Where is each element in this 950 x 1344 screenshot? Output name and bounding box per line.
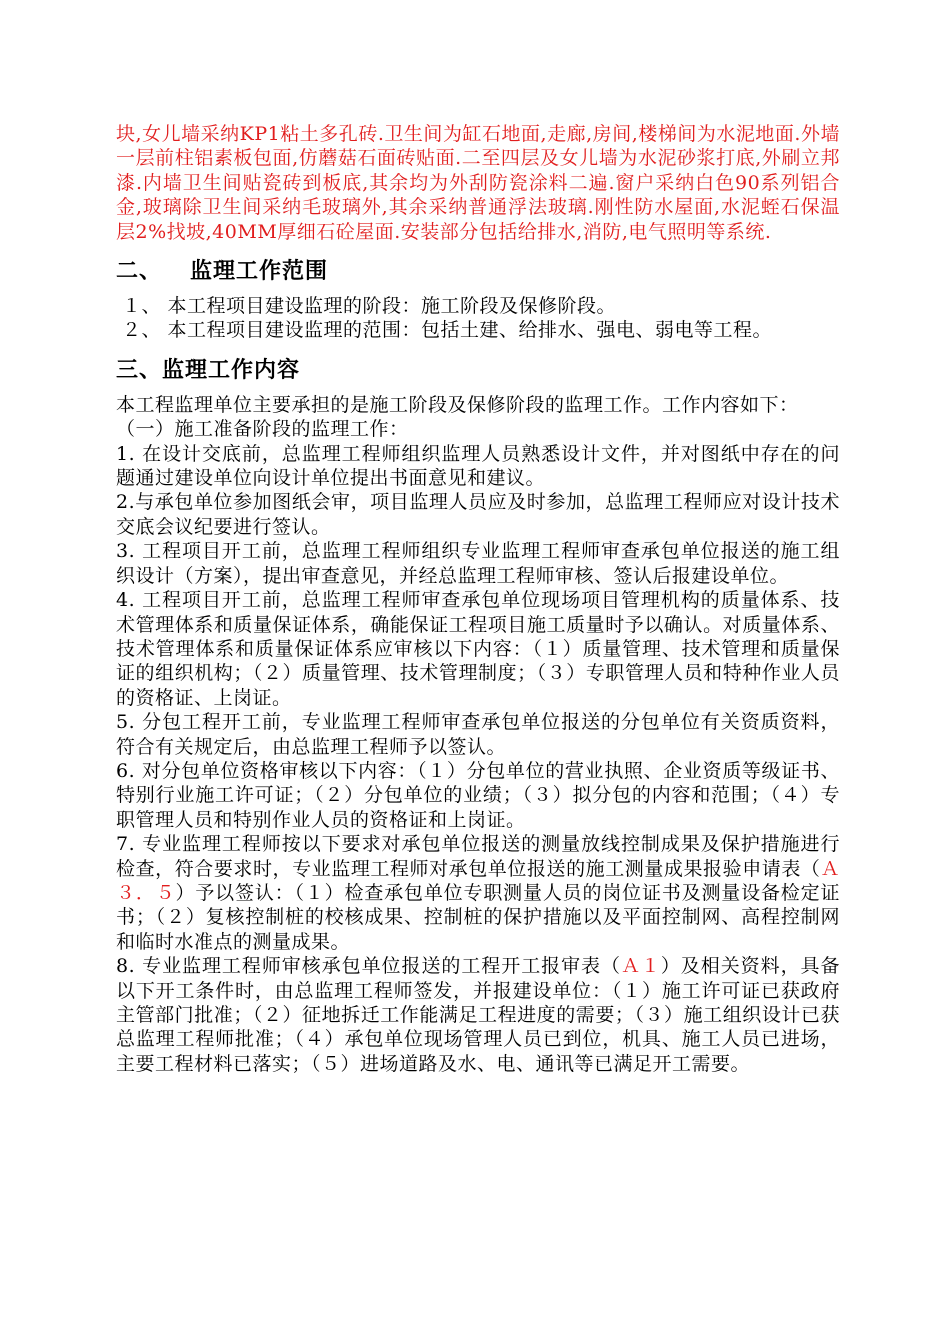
section-3-item-2: 2.与承包单位参加图纸会审，项目监理人员应及时参加，总监理工程师应对设计技术交底会议纪要进行签认。: [116, 491, 840, 538]
section-3-subheading: （一）施工准备阶段的监理工作：: [116, 418, 409, 441]
section-2-heading: [116, 258, 840, 286]
item-8-text-b: ）及相关资料，具备以下开工条件时，由总监理工程师签发，并报建设单位：（１）施工许可证已获政府主管部门批准；（２）征地拆迁工作能满足工程进度的需要；（３）施工组织设计已获总监理工程师批准；（４）承包单位现场管理人员已到位，机具、施工人员已进场，主要工程材料已落实；（５）进场道路及水、电、通讯等已满足开工需要。: [116, 955, 840, 1075]
item-8-text-a: 8. 专业监理工程师审核承包单位报送的工程开工报审表（: [116, 955, 621, 978]
section-2-title: 监理工作范围: [190, 259, 329, 285]
section-3-intro: 本工程监理单位主要承担的是施工阶段及保修阶段的监理工作。工作内容如下：: [116, 393, 799, 416]
section-3-item-8: [116, 954, 840, 1076]
item-7-form-ref: Ａ３．５: [116, 857, 840, 904]
section-3-item-7: [116, 832, 840, 954]
section-3-item-5: 5. 分包工程开工前，专业监理工程师审查承包单位报送的分包单位有关资质资料，符合有关规定后，由总监理工程师予以签认。: [116, 711, 840, 758]
section-3-item-1: 1. 在设计交底前，总监理工程师组织监理人员熟悉设计文件，并对图纸中存在的问题通过建设单位向设计单位提出书面意见和建议。: [116, 442, 840, 490]
document-body: [116, 122, 840, 1076]
item-7-text-a: 7. 专业监理工程师按以下要求对承包单位报送的测量放线控制成果及保护措施进行检查，符合要求时，专业监理工程师对承包单位报送的施工测量成果报验申请表（: [116, 833, 840, 880]
section-3-item-6: 6. 对分包单位资格审核以下内容：（１）分包单位的营业执照、企业资质等级证书、特别行业施工许可证；（２）分包单位的业绩；（３）拟分包的内容和范围；（４）专职管理人员和特别作业人员的资格证和上岗证。: [116, 759, 840, 831]
item-7-text-b: ）予以签认：（１）检查承包单位专职测量人员的岗位证书及测量设备检定证书；（２）复核控制桩的校核成果、控制桩的保护措施以及平面控制网、高程控制网和临时水准点的测量成果。: [116, 881, 840, 953]
section-2-item-2: ２、 本工程项目建设监理的范围：包括土建、给排水、强电、弱电等工程。: [122, 319, 773, 342]
section-2-number: 二、: [116, 259, 163, 285]
section-2-item-1: １、 本工程项目建设监理的阶段：施工阶段及保修阶段。: [122, 295, 617, 318]
section-3-heading: 三、监理工作内容: [116, 357, 301, 383]
item-8-form-ref: Ａ１: [620, 955, 661, 978]
section-3-item-3: 3. 工程项目开工前，总监理工程师组织专业监理工程师审查承包单位报送的施工组织设计（方案），提出审查意见，并经总监理工程师审核、签认后报建设单位。: [116, 540, 840, 587]
section-3-item-4: 4. 工程项目开工前，总监理工程师审查承包单位现场项目管理机构的质量体系、技术管理体系和质量保证体系，确能保证工程项目施工质量时予以确认。对质量体系、技术管理体系和质量保证体系应审核以下内容：（１）质量管理、技术管理和质量保证的组织机构；（２）质量管理、技术管理制度；（３）专职管理人员和特种作业人员的资格证、上岗证。: [116, 589, 840, 709]
intro-paragraph: 块,女儿墙采纳KP1粘土多孔砖.卫生间为缸石地面,走廊,房间,楼梯间为水泥地面.外墙一层前柱铝素板包面,仿蘑菇石面砖贴面.二至四层及女儿墙为水泥砂浆打底,外刷立邦漆.内墙卫生间贴瓷砖到板底,其余均为外刮防瓷涂料二遍.窗户采纳白色90系列铝合金,玻璃除卫生间采纳毛玻璃外,其余采纳普通浮法玻璃.刚性防水屋面,水泥蛭石保温层2%找坡,40MM厚细石砼屋面.安装部分包括给排水,消防,电气照明等系统.: [116, 123, 840, 243]
